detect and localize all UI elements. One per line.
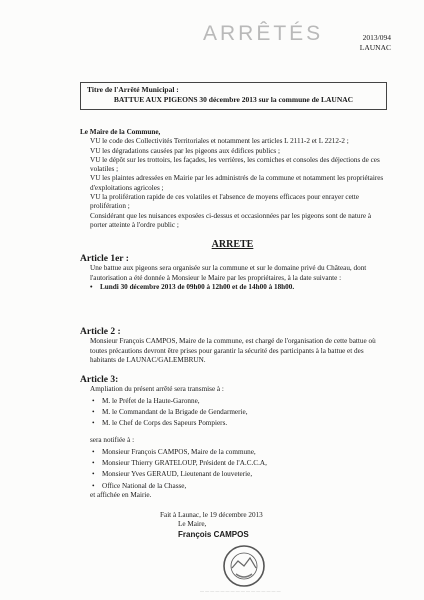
preamble-intro: Le Maire de la Commune, bbox=[80, 128, 161, 136]
article-2-text: Monsieur François CAMPOS, Maire de la commune, est chargé de l'organisation de cette battue où toutes précautions devront être prises pour garantir la sécurité des participants à la battue et des habitants de LAUNAC/GALEMBRUN. bbox=[90, 337, 376, 364]
article-1-date: • Lundi 30 décembre 2013 de 09h00 à 12h00 et de 14h00 à 18h00. bbox=[80, 283, 385, 292]
considerant-6: Considérant que les nuisances exposées ci-dessus et occasionnées par les pigeons sont de nature à porter atteinte à l'ordre public ; bbox=[90, 211, 372, 229]
arrete-heading-wrap bbox=[80, 240, 385, 250]
reference-number: 2013/094 bbox=[362, 33, 391, 42]
article-3 bbox=[80, 376, 385, 500]
considerant-5: VU la prolifération rapide de ces volatiles et l'absence de moyens efficaces pour enrayer cette prolifération ; bbox=[90, 193, 359, 211]
considerant-4: VU les plaintes adressées en Mairie par les administrés de la commune et notamment les propriétaires d'exploitations agricoles ; bbox=[90, 174, 384, 192]
reference-place: LAUNAC bbox=[359, 43, 391, 52]
notifiee-item-3: • Monsieur Yves GERAUD, Lieutenant de louveterie, bbox=[80, 470, 385, 479]
article-3-heading: Article 3: bbox=[80, 375, 119, 385]
title-box-title: BATTUE AUX PIGEONS 30 décembre 2013 sur la commune de LAUNAC bbox=[113, 95, 354, 104]
reference-block bbox=[360, 33, 391, 53]
notifiee-item-2: • Monsieur Thierry GRATELOUP, Président de l'A.C.C.A, bbox=[80, 459, 385, 468]
mairie-stamp bbox=[222, 544, 266, 588]
article-1-text: Une battue aux pigeons sera organisée sur la commune et sur le domaine privé du Château, dont l'autorisation a été donnée à Monsieur le Maire par les propriétaires, à la date suivante : bbox=[90, 264, 367, 282]
title-box-label: Titre de l'Arrêté Municipal : bbox=[87, 85, 179, 94]
arrete-heading: ARRETE bbox=[211, 239, 254, 250]
article-1 bbox=[80, 255, 385, 292]
footer-note: — — — — — — — — — — — — — — — — bbox=[200, 588, 281, 593]
article-1-heading: Article 1er : bbox=[80, 254, 129, 264]
signature-block bbox=[160, 511, 360, 539]
article-2-heading: Article 2 : bbox=[80, 327, 121, 337]
title-box bbox=[80, 82, 387, 110]
signature-role: Le Maire, bbox=[178, 520, 207, 529]
signature-name: François CAMPOS bbox=[178, 529, 249, 539]
transmise-item-1: • M. le Préfet de la Haute-Garonne, bbox=[80, 397, 385, 406]
notifiee-item-4: • Office National de la Chasse, bbox=[80, 482, 385, 491]
preamble-section bbox=[80, 128, 385, 230]
considerant-3: VU le dépôt sur les trottoirs, les façades, les verrières, les corniches et consoles des déjections de ces volatiles ; bbox=[90, 155, 380, 174]
document-header-title: ARRÊTÉS bbox=[203, 22, 324, 45]
transmise-item-3: • M. le Chef de Corps des Sapeurs Pompiers. bbox=[80, 419, 385, 428]
transmise-item-2: • M. le Commandant de la Brigade de Gendarmerie, bbox=[80, 408, 385, 417]
signature-place-date: Fait à Launac, le 19 décembre 2013 bbox=[160, 511, 263, 519]
article-2 bbox=[80, 328, 385, 365]
considerant-2: VU les dégradations causées par les pigeons aux édifices publics ; bbox=[90, 146, 281, 155]
affichee-line: et affichée en Mairie. bbox=[90, 490, 152, 499]
considerant-1: VU le code des Collectivités Territoriales et notamment les articles L 2111-2 et L 2212-2 ; bbox=[90, 137, 349, 146]
article-3-intro: Ampliation du présent arrêté sera transmise à : bbox=[90, 385, 224, 394]
notifiee-intro: sera notifiée à : bbox=[90, 436, 135, 445]
notifiee-item-1: • Monsieur François CAMPOS, Maire de la commune, bbox=[80, 448, 385, 457]
